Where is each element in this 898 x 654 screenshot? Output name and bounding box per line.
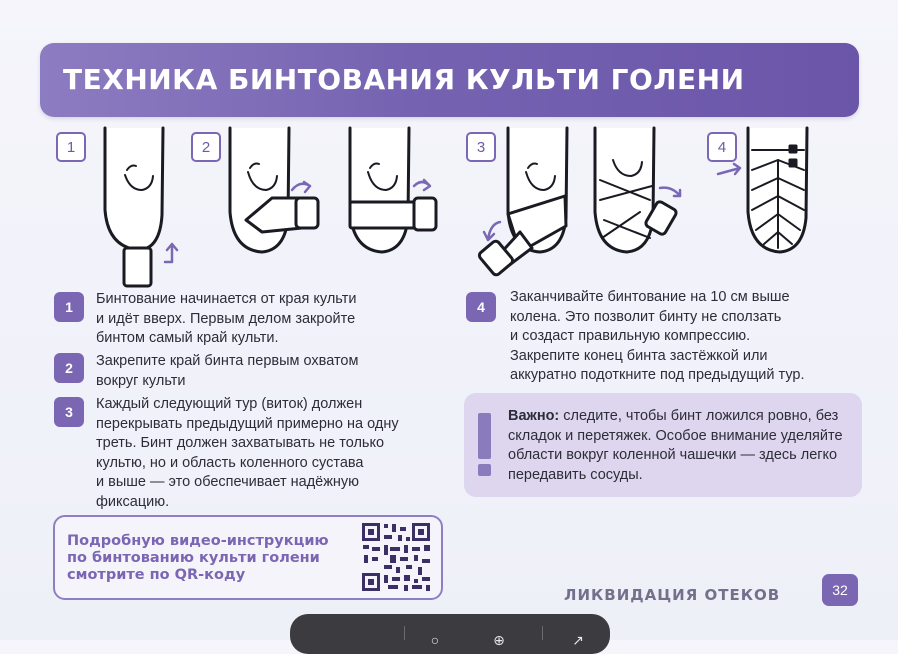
step-badge-3: 3: [54, 397, 84, 427]
step-badge-1: 1: [54, 292, 84, 322]
step-text-2: Закрепите край бинта первым охватом вокруг культи: [96, 353, 359, 389]
arrow-right-icon: [718, 164, 740, 174]
stump-figure-3b: [595, 128, 678, 252]
share-icon[interactable]: ↗: [572, 632, 584, 648]
footer-section-title: ЛИКВИДАЦИЯ ОТЕКОВ: [564, 586, 781, 604]
toolbar-separator: [404, 626, 405, 640]
rotate-arrow-icon: [660, 188, 680, 196]
step-text-1: Бинтование начинается от края культи и идёт вверх. Первым делом закройте бинтом самый край культи.: [96, 291, 357, 346]
illustration-step-1: 1: [56, 132, 86, 162]
stump-figure-2b: [350, 128, 436, 252]
rotate-arrow-icon: [484, 222, 500, 240]
zoom-out-icon[interactable]: ○: [430, 632, 440, 648]
page-number: 32: [822, 574, 858, 606]
exclamation-icon: [478, 413, 491, 459]
step-text-4: Заканчивайте бинтование на 10 см выше колена. Это позволит бинту не сползать и создаст правильную компрессию. Закрепите конец бинта застёжкой или аккуратно подоткните под предыдущий тур.: [510, 289, 805, 383]
video-note-text: Подробную видео-инструкцию по бинтованию культи голени смотрите по QR-коду: [67, 533, 329, 583]
step-badge-2: 2: [54, 353, 84, 383]
illustration-step-4: 4: [707, 132, 737, 162]
zoom-in-icon[interactable]: ⊕: [493, 632, 505, 648]
illustration-step-2: 2: [191, 132, 221, 162]
important-body: следите, чтобы бинт ложился ровно, без складок и перетяжек. Особое внимание уделяйте области вокруг коленной чашечки — здесь легко передавить сосуды.: [508, 408, 843, 483]
exclamation-dot: [478, 464, 491, 476]
rotate-arrow-icon: [292, 182, 310, 192]
qr-code-icon[interactable]: [360, 521, 432, 593]
toolbar-separator: [542, 626, 543, 640]
important-label: Важно:: [508, 408, 560, 424]
illustration-step-3: 3: [466, 132, 496, 162]
page-title: ТЕХНИКА БИНТОВАНИЯ КУЛЬТИ ГОЛЕНИ: [63, 63, 745, 96]
important-text: [508, 407, 853, 485]
viewer-toolbar: [290, 614, 610, 654]
step-text-3: Каждый следующий тур (виток) должен перекрывать предыдущий примерно на одну треть. Бинт должен захватывать не только культю, но и область коленного сустава и выше — это обеспечивает надёжную фиксацию.: [96, 396, 399, 510]
step-badge-4: 4: [466, 292, 496, 322]
stump-figure-4: [748, 128, 807, 252]
rotate-arrow-icon: [414, 180, 430, 190]
stump-figure-2a: [230, 128, 318, 252]
stump-figure-1: [105, 128, 163, 286]
arrow-up-icon: [165, 244, 177, 262]
